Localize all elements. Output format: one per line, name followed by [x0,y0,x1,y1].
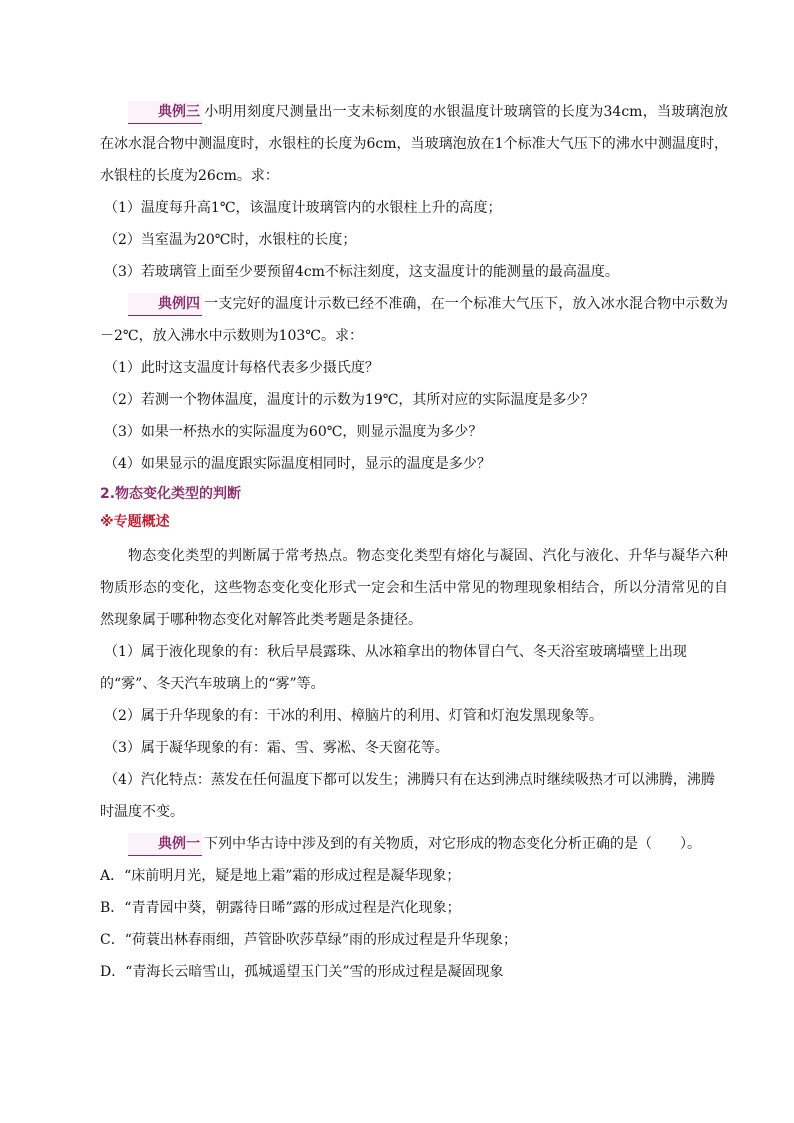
example3-text: 小明用刻度尺测量出一支未标刻度的水银温度计玻璃管的长度为34cm，当玻璃泡放在冰水混合物中测温度时，水银柱的长度为6cm，当玻璃泡放在1个标准大气压下的沸水中测温度时，水银柱的长度为26cm。求： [100,104,728,184]
example1-option-b: B．“青青园中葵，朝露待日晞”露的形成过程是汽化现象； [100,900,461,916]
section2-item-3: （3）属于凝华现象的有：霜、雪、雾凇、冬天窗花等。 [104,740,449,756]
document-content [100,96,728,988]
example3-item-3: （3）若玻璃管上面至少要预留4cm不标注刻度，这支温度计的能测量的最高温度。 [104,264,619,280]
example4-item-4: （4）如果显示的温度跟实际温度相同时，显示的温度是多少？ [104,456,491,472]
example4-tag: 典例四 [128,293,202,316]
section2-item-2: （2）属于升华现象的有：干冰的利用、樟脑片的利用、灯管和灯泡发黑现象等。 [104,708,603,724]
example1-paragraph [100,828,728,860]
example1-text: 下列中华古诗中涉及到的有关物质，对它形成的物态变化分析正确的是（ ）。 [204,836,701,852]
section2-intro: 物态变化类型的判断属于常考热点。物态变化类型有熔化与凝固、汽化与液化、升华与凝华六种物质形态的变化，这些物态变化变化形式一定会和生活中常见的物理现象相结合，所以分清常见的自然现象属于哪种物态变化对解答此类考题是条捷径。 [100,548,728,628]
example4-text: 一支完好的温度计示数已经不准确，在一个标准大气压下，放入冰水混合物中示数为－2℃，放入沸水中示数则为103℃。求： [100,296,728,344]
example4-paragraph [100,288,728,352]
example3-item-1: （1）温度每升高1℃，该温度计玻璃管内的水银柱上升的高度； [104,200,502,216]
example3-item-2: （2）当室温为20℃时，水银柱的长度； [104,232,357,248]
example4-item-1: （1）此时这支温度计每格代表多少摄氏度？ [104,360,379,376]
example1-option-c: C．“荷蓑出林春雨细，芦管卧吹莎草绿”雨的形成过程是升华现象； [100,932,518,948]
example4-item-3: （3）如果一杯热水的实际温度为60℃，则显示温度为多少？ [104,424,483,440]
section2-item-1: （1）属于液化现象的有：秋后早晨露珠、从冰箱拿出的物体冒白气、冬天浴室玻璃墙壁上出现的“雾”、冬天汽车玻璃上的“雾”等。 [100,644,687,692]
section2-item-4: （4）汽化特点：蒸发在任何温度下都可以发生；沸腾只有在达到沸点时继续吸热才可以沸腾，沸腾时温度不变。 [100,772,715,820]
example4-item-2: （2）若测一个物体温度，温度计的示数为19℃，其所对应的实际温度是多少？ [104,392,595,408]
section2-heading: 2.物态变化类型的判断 [100,486,242,502]
example3-tag: 典例三 [128,101,202,124]
section2-subheading: ※专题概述 [100,514,170,530]
example1-option-a: A．“床前明月光，疑是地上霜”霜的形成过程是凝华现象； [100,868,461,884]
example1-option-d: D．“青海长云暗雪山，孤城遥望玉门关”雪的形成过程是凝固现象 [100,964,504,980]
example3-paragraph [100,96,728,192]
example1-tag: 典例一 [128,833,202,856]
